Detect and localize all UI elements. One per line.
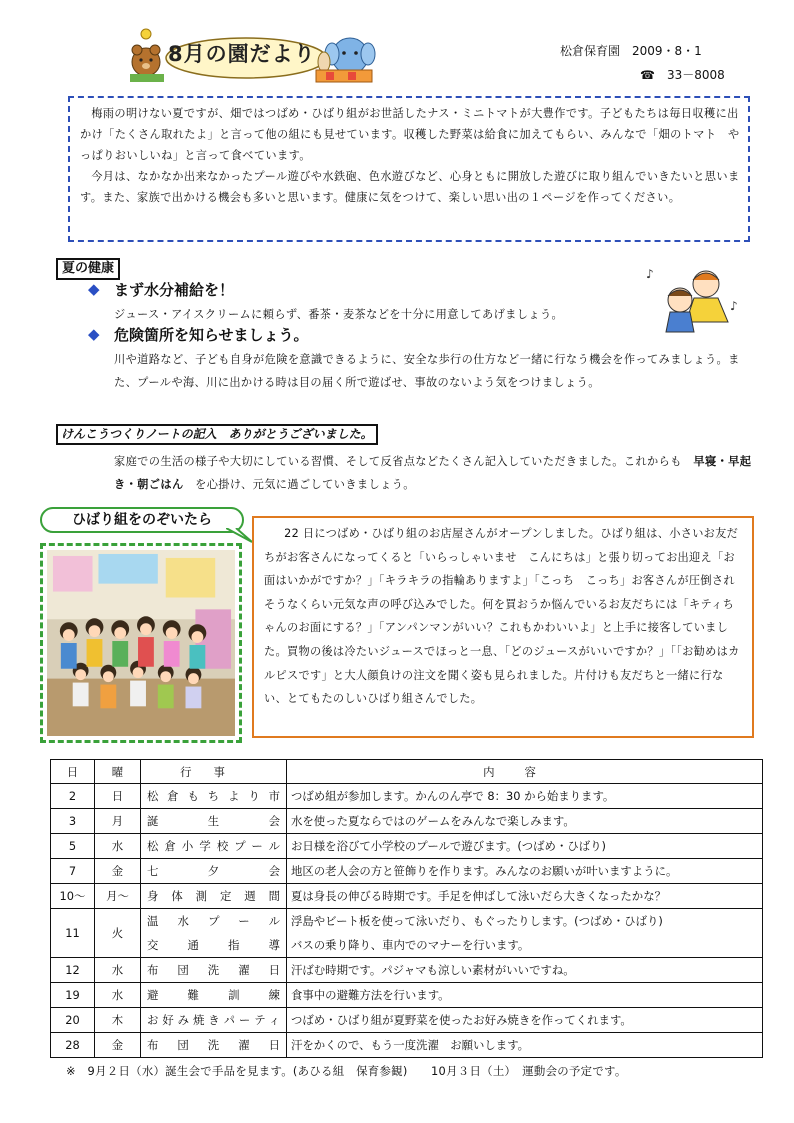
cell-day: 3 — [51, 809, 95, 834]
cell-weekday: 金 — [95, 859, 141, 884]
cell-day: 10～ — [51, 884, 95, 909]
cell-event — [141, 809, 287, 834]
cell-event — [141, 784, 287, 809]
event-content: 浮島やビート板を使って泳いだり、もぐったりします。(つばめ・ひばり) — [291, 914, 663, 928]
school-and-date: 松倉保育園 2009・8・1 — [560, 44, 702, 58]
hydration-heading: まず水分補給を！ — [114, 281, 235, 299]
event-name: 誕生会 — [147, 814, 280, 828]
table-row — [51, 983, 763, 1008]
cell-event — [141, 1033, 287, 1058]
cell-event — [141, 1008, 287, 1033]
table-row — [51, 859, 763, 884]
event-content: 夏は身長の伸びる時期です。手足を伸ばして泳いだら大きくなったかな？ — [291, 889, 666, 903]
cell-weekday: 日 — [95, 784, 141, 809]
event-name: 布団洗濯日 — [147, 963, 280, 977]
event-name: 避難訓練 — [147, 988, 280, 1002]
cell-weekday: 水 — [95, 983, 141, 1008]
cell-weekday: 火 — [95, 909, 141, 958]
cell-day: 28 — [51, 1033, 95, 1058]
newsletter-title: 8月の園だより — [168, 42, 316, 66]
cell-content — [287, 1008, 763, 1033]
cell-event — [141, 983, 287, 1008]
cell-content — [287, 809, 763, 834]
cell-content — [287, 958, 763, 983]
header-day: 日 — [51, 760, 95, 784]
table-row — [51, 884, 763, 909]
cell-event — [141, 958, 287, 983]
danger-text: 川や道路など、子ども自身が危険を意識できるように、安全な歩行の仕方など一緒に行なう機会を作ってみましょう。また、プールや海、川に出かける時は目の届く所で遊ばせ、事故のないよう気をつけましょう。 — [114, 353, 740, 389]
event-content: 水を使った夏ならではのゲームをみんなで楽しみます。 — [291, 814, 575, 828]
table-row — [51, 1033, 763, 1058]
cell-day: 11 — [51, 909, 95, 958]
photo-frame — [40, 543, 242, 743]
cell-weekday: 金 — [95, 1033, 141, 1058]
event-content: 汗をかくので、もう一度洗濯 お願いします。 — [291, 1038, 530, 1052]
table-row — [51, 958, 763, 983]
header-weekday: 曜 — [95, 760, 141, 784]
event-name: 身体測定週間 — [147, 889, 280, 903]
header-event: 行事 — [141, 760, 287, 784]
event-content: お日様を浴びて小学校のプールで遊びます。(つばめ・ひばり) — [291, 839, 606, 853]
cell-day: 19 — [51, 983, 95, 1008]
cell-content — [287, 983, 763, 1008]
hydration-text: ジュース・アイスクリームに頼らず、番茶・麦茶などを十分に用意してあげましょう。 — [114, 308, 564, 321]
table-row — [51, 1008, 763, 1033]
footnote: ※ 9月２日（水）誕生会で手品を見ます。(あひる組 保育参観) 10月３日（土） 運動会の予定です。 — [66, 1064, 627, 1078]
hibari-story: 22 日につばめ・ひばり組のお店屋さんがオープンしました。ひばり組は、小さいお友だちがお客さんになってくると「いらっしゃいませ こんにちは」と張り切ってお出迎え「お面はいかがですか？」「キラキラの指輪ありますよ」「こっち こっち」お客さんが圧倒されそうなくらい元気な声の呼び込みでした。何を買おうか悩んでいるお友だちには「キティちゃんのお面にする？」「アンパンマンがいい？これもかわいいよ」と上手に接客していました。買物の後は冷たいジュースでほっと一息、「どのジュースがいいですか？」「「お勧めはカルピスです」と大人顔負けの注文を聞く姿も見られました。片付けも友だちと一緒に行ない、とてもたのしいひばり組さんでした。 — [264, 527, 740, 706]
notebook-section-title: けんこうつくりノートの記入 ありがとうございました。 — [56, 424, 378, 445]
phone-number: ☎ 33－8008 — [640, 68, 725, 82]
cell-content — [287, 884, 763, 909]
speech-tail-icon — [226, 528, 252, 544]
event-content: 地区の老人会の方と笹飾りを作ります。みんなのお願いが叶いますように。 — [291, 864, 678, 878]
intro-paragraph-1: 梅雨の明けない夏ですが、畑ではつばめ・ひばり組がお世話したナス・ミニトマトが大豊作です。子どもたちは毎日収穫に出かけ「たくさん取れたよ」と言って他の組にも見せています。収穫した野菜は給食に加えてもらい、みんなで「畑のトマト やっぱりおいしいね」と言って食べています。 — [80, 107, 740, 162]
cell-weekday: 水 — [95, 834, 141, 859]
diamond-bullet-icon: ◆ — [88, 325, 100, 343]
cell-day: 2 — [51, 784, 95, 809]
diamond-bullet-icon: ◆ — [88, 280, 100, 298]
event-name: 松倉もちより市 — [147, 789, 280, 803]
cell-day: 20 — [51, 1008, 95, 1033]
cell-content — [287, 784, 763, 809]
cell-event — [141, 859, 287, 884]
health-section-title: 夏の健康 — [56, 258, 120, 280]
cell-content — [287, 909, 763, 958]
event-name: 布団洗濯日 — [147, 1038, 280, 1052]
hibari-section-label: ひばり組をのぞいたら — [40, 507, 244, 533]
table-row — [51, 909, 763, 958]
svg-text:♪: ♪ — [646, 267, 654, 281]
cell-weekday: 月 — [95, 809, 141, 834]
schedule-header-row — [51, 760, 763, 784]
event-name: 松倉小学校プール — [147, 839, 280, 853]
event-content: つばめ・ひばり組が夏野菜を使ったお好み焼きを作ってくれます。 — [291, 1013, 632, 1027]
notebook-text-after: を心掛け、元気に過ごしていきましょう。 — [195, 478, 415, 491]
singing-children-illustration — [644, 264, 748, 334]
cell-weekday: 月～ — [95, 884, 141, 909]
schedule-table — [50, 759, 763, 1058]
class-group-photo — [47, 550, 235, 736]
cell-content — [287, 1033, 763, 1058]
event-name: 温水プール — [147, 914, 280, 928]
cell-day: 7 — [51, 859, 95, 884]
header-content: 内容 — [287, 760, 763, 784]
event-name: 交通指導 — [147, 938, 280, 952]
cell-weekday: 木 — [95, 1008, 141, 1033]
cell-weekday: 水 — [95, 958, 141, 983]
intro-box — [68, 96, 750, 242]
cell-content — [287, 834, 763, 859]
event-name: 七夕会 — [147, 864, 280, 878]
notebook-text-before: 家庭での生活の様子や大切にしている習慣、そして反省点などたくさん記入していただきました。これからも — [114, 455, 682, 468]
intro-paragraph-2: 今月は、なかなか出来なかったプール遊びや水鉄砲、色水遊びなど、心身ともに開放した遊びに取り組んでいきたいと思います。また、家族で出かける機会も多いと思います。健康に気をつけて、楽しい思い出の１ページを作ってください。 — [80, 170, 740, 204]
table-row — [51, 834, 763, 859]
event-content: バスの乗り降り、車内でのマナーを行います。 — [291, 938, 530, 952]
cell-event — [141, 909, 287, 958]
cell-content — [287, 859, 763, 884]
cell-event — [141, 834, 287, 859]
table-row — [51, 809, 763, 834]
event-content: 食事中の避難方法を行います。 — [291, 988, 450, 1002]
event-name: お好み焼きパーティ — [147, 1013, 280, 1027]
cell-day: 5 — [51, 834, 95, 859]
cell-event — [141, 884, 287, 909]
event-content: つばめ組が参加します。かんのん亭で 8：30 から始まります。 — [291, 789, 615, 803]
svg-text:♪: ♪ — [730, 299, 738, 313]
table-row — [51, 784, 763, 809]
danger-heading: 危険箇所を知らせましょう。 — [114, 326, 309, 344]
notebook-text — [114, 450, 754, 496]
notebook-highlight: 早寝・早起き・朝ごはん — [114, 455, 752, 491]
event-content: 汗ばむ時期です。パジャマも涼しい素材がいいですね。 — [291, 963, 575, 977]
cell-day: 12 — [51, 958, 95, 983]
hibari-story-box — [252, 516, 754, 738]
